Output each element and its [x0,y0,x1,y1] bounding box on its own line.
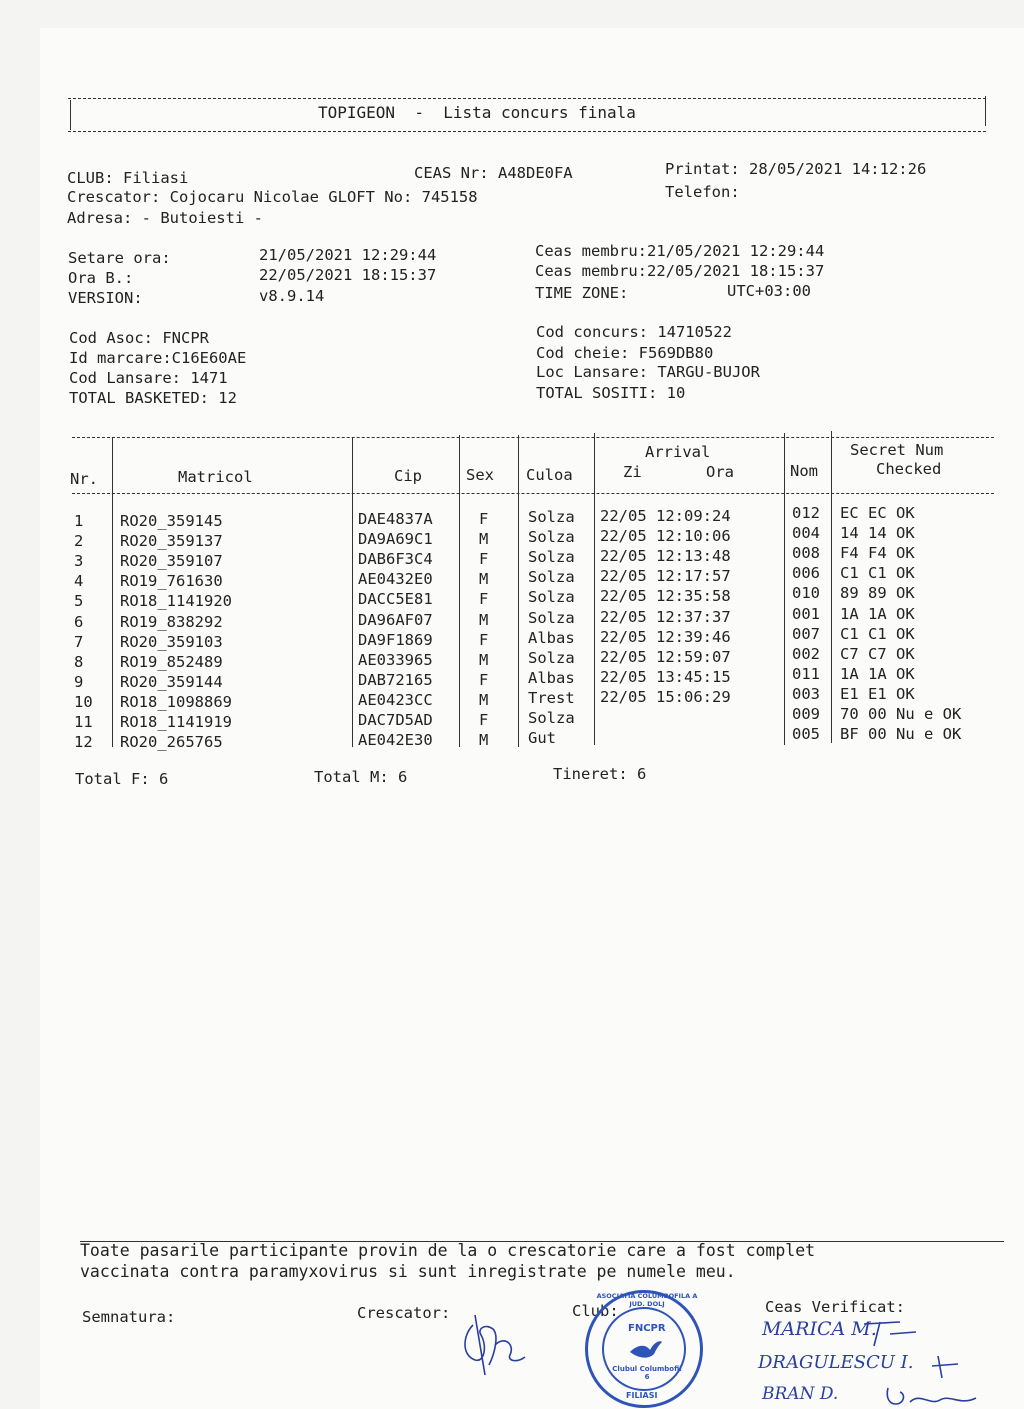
title-box-right-border [985,96,986,126]
cell-sex: M [479,570,489,589]
cell-culoa: Solza [528,608,575,627]
cell-matricol: RO19_761630 [120,572,223,591]
cell-cip: DAE4837A [358,510,433,528]
cell-cip: DAC7D5AD [358,711,433,729]
ora-b-value: 22/05/2021 18:15:37 [259,266,437,284]
cell-nr: 2 [74,532,84,551]
cell-nom: 007 [792,624,820,643]
table-top-border [72,437,994,438]
cell-cip: DAB72165 [358,670,433,689]
cell-nom: 012 [792,504,820,522]
verificat-signature-3-flourish [880,1384,980,1409]
cell-matricol: RO20_359137 [120,532,223,551]
cell-matricol: RO20_265765 [120,733,223,752]
cell-matricol: RO18_1098869 [120,692,232,711]
cell-arrival: 22/05 12:37:37 [600,607,731,626]
ceas-verificat-label: Ceas Verificat: [765,1298,905,1316]
cell-matricol: RO20_359103 [120,632,223,651]
cell-secret-check: C1 C1 OK [840,564,915,583]
cell-sex: M [479,690,489,709]
cell-sex: M [479,650,489,669]
verificat-signature-1: MARICA M. [762,1318,877,1340]
cell-arrival: 22/05 12:13:48 [600,547,731,566]
cell-cip: DAB6F3C4 [358,550,433,569]
cell-arrival: 22/05 13:45:15 [600,667,731,686]
cell-nom: 002 [792,644,820,663]
ceas-membru-1: Ceas membru:21/05/2021 12:29:44 [535,242,825,260]
cell-secret-check: F4 F4 OK [840,544,915,563]
cell-nr: 4 [74,572,84,591]
cell-sex: F [479,590,489,609]
crescator-signature [455,1305,535,1380]
cell-culoa: Solza [528,588,575,607]
club-line: CLUB: Filiasi [67,169,189,187]
cell-secret-check: 1A 1A OK [840,604,915,623]
cell-secret-check: C1 C1 OK [840,624,915,643]
cell-nr: 8 [74,652,84,671]
cell-arrival: 22/05 12:10:06 [600,527,731,546]
header-zi: Zi [623,463,642,481]
cell-sex: F [479,630,489,649]
loc-lansare: Loc Lansare: TARGU-BUJOR [536,363,760,381]
cod-asoc: Cod Asoc: FNCPR [69,329,209,347]
cell-cip: AE042E30 [358,731,433,750]
cell-nr: 5 [74,592,84,611]
cell-nom: 004 [792,524,820,543]
total-m: Total M: 6 [314,768,408,786]
cell-culoa: Solza [528,568,575,587]
ceas-membru-2: Ceas membru:22/05/2021 18:15:37 [535,262,825,280]
cell-nr: 7 [74,632,84,651]
time-zone-value: UTC+03:00 [727,282,811,300]
cell-sex: F [479,550,489,569]
header-nr: Nr. [70,470,98,488]
ceas-nr: CEAS Nr: A48DE0FA [414,164,573,182]
setare-ora-label: Setare ora: [68,249,171,267]
cell-arrival: 22/05 15:06:29 [600,687,731,706]
cell-nr: 9 [74,672,84,691]
verificat-signature-1-flourish [860,1318,920,1348]
cell-nr: 1 [74,512,84,530]
cell-sex: M [479,610,489,629]
header-secret-num: Secret Num [850,441,944,459]
dove-icon [628,1338,664,1362]
verificat-signature-3: BRAN D. [762,1384,839,1404]
header-ora: Ora [706,463,734,481]
cell-culoa: Albas [528,668,575,687]
cod-lansare: Cod Lansare: 1471 [69,369,228,387]
stamp-sub-text: Clubul Columbofil 6 [612,1365,682,1381]
cell-secret-check: 70 00 Nu e OK [840,705,962,723]
cell-culoa: Solza [528,528,575,547]
cell-matricol: RO19_838292 [120,612,223,631]
header-nom: Nom [790,462,818,480]
cell-nom: 010 [792,584,820,603]
setare-ora-value: 21/05/2021 12:29:44 [259,246,437,264]
cell-arrival: 22/05 12:09:24 [600,507,731,525]
time-zone-label: TIME ZONE: [535,284,629,302]
club-stamp [585,1290,703,1408]
header-culoa: Culoa [526,466,573,484]
cell-matricol: RO18_1141920 [120,592,232,611]
verificat-signature-2: DRAGULESCU I. [758,1352,914,1373]
tineret: Tineret: 6 [553,765,647,783]
header-cip: Cip [394,467,422,485]
cell-nr: 6 [74,612,84,631]
cell-sex: F [479,711,489,729]
cell-matricol: RO20_359107 [120,552,223,571]
cell-sex: M [479,530,489,549]
title-box-left-border [70,100,71,130]
table-row [0,725,1000,752]
semnatura-label: Semnatura: [82,1308,176,1326]
stamp-center-text: FNCPR [628,1323,666,1334]
cell-arrival: 22/05 12:17:57 [600,567,731,586]
cell-arrival: 22/05 12:35:58 [600,587,731,606]
cell-cip: AE0432E0 [358,570,433,589]
title-box-bottom-border [68,131,986,132]
cod-concurs: Cod concurs: 14710522 [536,323,732,341]
cell-arrival: 22/05 12:59:07 [600,647,731,666]
table-header-separator [72,493,994,494]
cell-culoa: Solza [528,548,575,567]
cell-cip: DA96AF07 [358,610,433,629]
header-checked: Checked [876,460,942,478]
cell-culoa: Albas [528,628,575,647]
document-title: TOPIGEON - Lista concurs finala [318,103,636,122]
cell-cip: AE033965 [358,650,433,669]
cell-matricol: RO20_359145 [120,512,223,530]
cell-nom: 008 [792,544,820,563]
cell-culoa: Trest [528,688,575,707]
vaccination-statement-line-2: vaccinata contra paramyxovirus si sunt inregistrate pe numele meu. [80,1262,736,1281]
cell-nr: 10 [74,692,93,711]
cell-secret-check: EC EC OK [840,504,915,522]
total-sositi: TOTAL SOSITI: 10 [536,384,686,402]
cell-nom: 011 [792,664,820,683]
cell-nom: 009 [792,705,820,723]
cell-matricol: RO19_852489 [120,652,223,671]
cell-secret-check: 89 89 OK [840,584,915,603]
cell-secret-check: E1 E1 OK [840,684,915,703]
cell-arrival: 22/05 12:39:46 [600,627,731,646]
cell-nr: 11 [74,713,93,731]
cell-nom: 006 [792,564,820,583]
cell-nom: 001 [792,604,820,623]
version-label: VERSION: [68,289,143,307]
cell-secret-check: C7 C7 OK [840,644,915,663]
cell-cip: AE0423CC [358,690,433,709]
cell-nom: 003 [792,684,820,703]
cell-sex: F [479,670,489,689]
cod-cheie: Cod cheie: F569DB80 [536,344,714,362]
verificat-signature-2-mark [928,1352,968,1382]
stamp-bottom-text: FILIASI [626,1391,658,1400]
cell-culoa: Solza [528,648,575,667]
cell-secret-check: 14 14 OK [840,524,915,543]
crescator-label: Crescator: [357,1304,451,1322]
cell-nr: 12 [74,733,93,752]
cell-nr: 3 [74,552,84,571]
cell-culoa: Gut [528,729,556,748]
adresa-line: Adresa: - Butoiesti - [67,209,263,227]
header-arrival: Arrival [645,443,711,461]
title-box-top-border [68,98,986,99]
header-sex: Sex [466,466,494,484]
cell-secret-check: BF 00 Nu e OK [840,725,962,744]
cell-cip: DA9A69C1 [358,530,433,549]
cell-matricol: RO20_359144 [120,672,223,691]
telefon: Telefon: [665,183,740,201]
cell-matricol: RO18_1141919 [120,713,232,731]
cell-cip: DACC5E81 [358,590,433,609]
id-marcare: Id marcare:C16E60AE [69,349,247,367]
stamp-ring-text: ASOCIATIA COLUMBOFILA A JUD. DOLJ [596,1292,698,1308]
cell-culoa: Solza [528,508,575,526]
club-label: Club: [572,1302,619,1320]
crescator-line: Crescator: Cojocaru Nicolae GLOFT No: 745158 [67,188,478,206]
cell-nom: 005 [792,725,820,744]
header-matricol: Matricol [178,468,253,486]
cell-sex: F [479,510,489,528]
vaccination-statement-line-1: Toate pasarile participante provin de la o crescatorie care a fost complet [80,1241,816,1260]
cell-cip: DA9F1869 [358,630,433,649]
total-basketed: TOTAL BASKETED: 12 [69,389,237,407]
cell-secret-check: 1A 1A OK [840,664,915,683]
printat: Printat: 28/05/2021 14:12:26 [665,160,927,178]
ora-b-label: Ora B.: [68,269,134,287]
total-f: Total F: 6 [75,770,169,788]
cell-sex: M [479,731,489,750]
version-value: v8.9.14 [259,287,325,305]
cell-culoa: Solza [528,709,575,727]
